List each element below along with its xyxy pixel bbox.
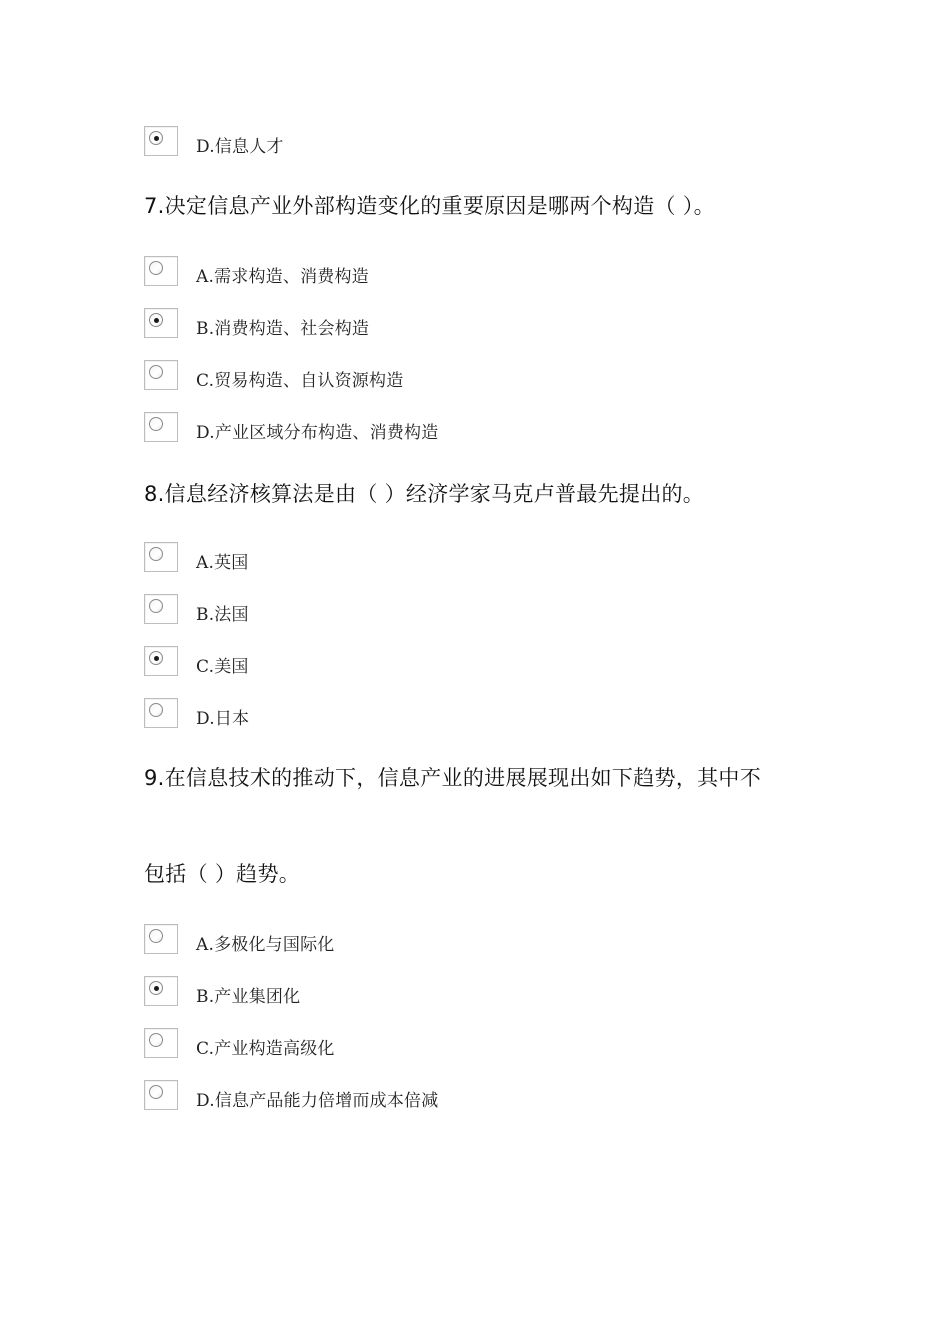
q8-option-b-label: B.法国	[196, 605, 249, 625]
radio-unchecked-icon	[149, 365, 163, 379]
radio-unchecked-icon	[149, 1033, 163, 1047]
q8-option-d-label: D.日本	[196, 709, 250, 729]
q8-option-b-radio[interactable]	[144, 594, 178, 624]
q7-option-c-label: C.贸易构造、自认资源构造	[196, 371, 404, 391]
q8-option-d[interactable]	[144, 698, 744, 732]
radio-checked-icon	[149, 981, 163, 995]
q9-question-text-line2: 包括（ ）趋势。	[144, 862, 301, 886]
q7-option-a-label: A.需求构造、消费构造	[196, 267, 369, 287]
q8-question-text: 8.信息经济核算法是由（ ）经济学家马克卢普最先提出的。	[144, 482, 705, 506]
q6-option-d-label: D.信息人才	[196, 137, 284, 157]
q9-option-c-label: C.产业构造高级化	[196, 1039, 335, 1059]
radio-unchecked-icon	[149, 547, 163, 561]
q9-option-b-label: B.产业集团化	[196, 987, 301, 1007]
q9-question-text-line1: 9.在信息技术的推动下，信息产业的进展展现出如下趋势，其中不	[144, 766, 762, 790]
radio-unchecked-icon	[149, 703, 163, 717]
q9-option-a[interactable]	[144, 924, 744, 958]
q6-option-d[interactable]	[144, 126, 744, 160]
q7-option-d[interactable]	[144, 412, 744, 446]
q6-option-d-radio[interactable]	[144, 126, 178, 156]
radio-checked-icon	[149, 313, 163, 327]
q7-option-b-label: B.消费构造、社会构造	[196, 319, 370, 339]
q8-option-d-radio[interactable]	[144, 698, 178, 728]
q7-option-c[interactable]	[144, 360, 744, 394]
radio-unchecked-icon	[149, 417, 163, 431]
q9-option-a-label: A.多极化与国际化	[196, 935, 335, 955]
q9-option-a-radio[interactable]	[144, 924, 178, 954]
q9-option-c-radio[interactable]	[144, 1028, 178, 1058]
q8-option-c-radio[interactable]	[144, 646, 178, 676]
q8-option-c[interactable]	[144, 646, 744, 680]
q7-option-d-label: D.产业区域分布构造、消费构造	[196, 423, 439, 443]
q9-option-d[interactable]	[144, 1080, 744, 1114]
radio-checked-icon	[149, 131, 163, 145]
q7-question-text: 7.决定信息产业外部构造变化的重要原因是哪两个构造（ ）。	[144, 194, 715, 218]
q9-option-d-radio[interactable]	[144, 1080, 178, 1110]
q9-option-c[interactable]	[144, 1028, 744, 1062]
q9-option-b[interactable]	[144, 976, 744, 1010]
q9-option-b-radio[interactable]	[144, 976, 178, 1006]
q8-option-a-radio[interactable]	[144, 542, 178, 572]
q7-option-c-radio[interactable]	[144, 360, 178, 390]
q8-option-c-label: C.美国	[196, 657, 249, 677]
radio-unchecked-icon	[149, 599, 163, 613]
q8-option-a-label: A.英国	[196, 553, 249, 573]
q8-option-a[interactable]	[144, 542, 744, 576]
q7-option-a[interactable]	[144, 256, 744, 290]
q8-option-b[interactable]	[144, 594, 744, 628]
q7-option-d-radio[interactable]	[144, 412, 178, 442]
radio-unchecked-icon	[149, 261, 163, 275]
q9-option-d-label: D.信息产品能力倍增而成本倍减	[196, 1091, 439, 1111]
radio-unchecked-icon	[149, 1085, 163, 1099]
q7-option-a-radio[interactable]	[144, 256, 178, 286]
q7-option-b-radio[interactable]	[144, 308, 178, 338]
radio-checked-icon	[149, 651, 163, 665]
q7-option-b[interactable]	[144, 308, 744, 342]
radio-unchecked-icon	[149, 929, 163, 943]
